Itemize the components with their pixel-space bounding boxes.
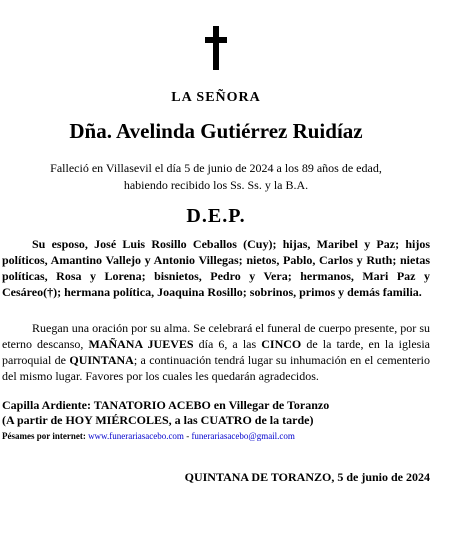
funeral-text-2: día 6, a las [193, 337, 262, 351]
dep-heading: D.E.P. [186, 205, 246, 227]
funeral-place: QUINTANA [69, 353, 134, 367]
honorific-label: LA SEÑORA [171, 90, 261, 105]
place-date-footer: QUINTANA DE TORANZO, 5 de junio de 2024 [184, 470, 430, 484]
email-link[interactable]: funerariasacebo@gmail.com [191, 431, 295, 441]
funeral-time: CINCO [261, 337, 302, 351]
funeral-day: MAÑANA JUEVES [88, 337, 194, 351]
website-link[interactable]: www.funerariasacebo.com [88, 431, 184, 441]
funeral-text-1: Ruegan una oración por su alma. Se celebrará el funeral de cuerpo presente, por su eterno descanso, [2, 321, 430, 351]
death-statement-line2: habiendo recibido los Ss. Ss. y la B.A. [123, 178, 309, 192]
family-paragraph: Su esposo, José Luis Rosillo Ceballos (Cuy); hijas, Maribel y Paz; hijos políticos, Amantino Vallejo y Antonio Villegas; nietos, Pablo, Carlos y Ruth; nietas políticas, Rosa y Lorena; bisnietos, Pedro y Vera; hermanos, Mari Paz y Cesáreo(†); hermana política, Joaquina Rosillo; sobrinos, primos y demás familia. [2, 237, 430, 299]
death-statement-line1: Falleció en Villasevil el día 5 de junio de 2024 a los 89 años de edad, [50, 161, 382, 175]
funeral-text-4: ; a continuación tendrá lugar su inhumación en el cementerio del mismo lugar. Favores por los cuales les quedarán agradecidos. [2, 353, 430, 383]
funeral-paragraph [2, 320, 430, 384]
condolences-label: Pésames por internet: [2, 431, 86, 441]
cross-shape [205, 26, 227, 70]
chapel-line1: Capilla Ardiente: TANATORIO ACEBO en Villegar de Toranzo [2, 398, 330, 412]
death-statement [0, 160, 432, 194]
chapel-line2: (A partir de HOY MIÉRCOLES, a las CUATRO de la tarde) [2, 413, 314, 427]
condolences-line [2, 430, 430, 442]
funeral-text-3: de la tarde, en la iglesia parroquial de [2, 337, 430, 367]
chapel-info [2, 398, 430, 428]
condolences-separator: - [186, 431, 190, 441]
deceased-name: Dña. Avelinda Gutiérrez Ruidíaz [69, 119, 363, 143]
latin-cross-icon [0, 26, 432, 78]
